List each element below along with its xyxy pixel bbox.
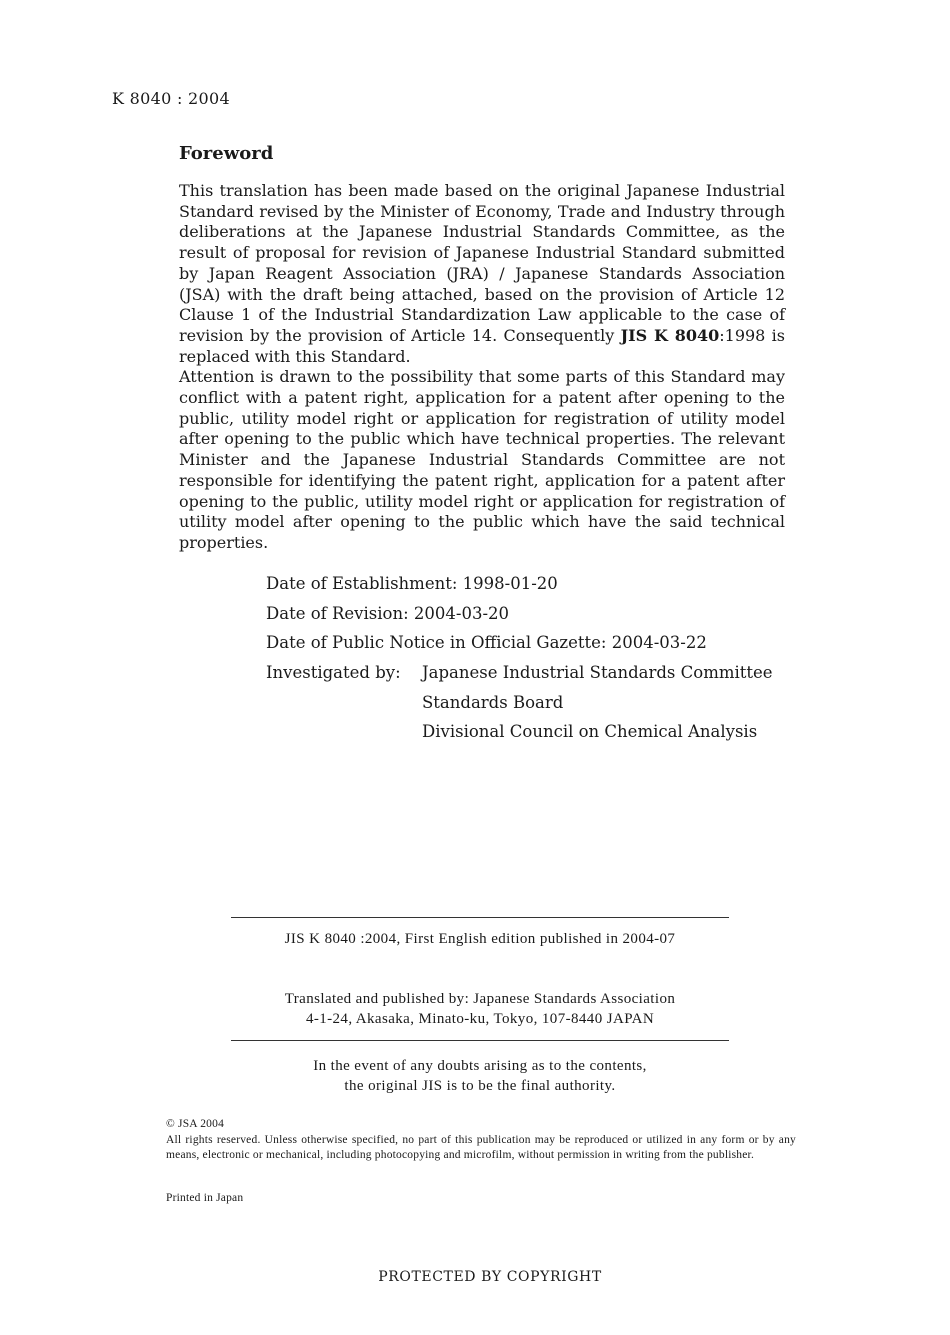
date-revision: Date of Revision: 2004-03-20	[266, 603, 510, 623]
investigated-body: Standards Board	[422, 692, 564, 712]
dates-block	[266, 573, 773, 751]
publisher-name: Translated and published by: Japanese Standards Association	[284, 991, 676, 1007]
date-establishment: Date of Establishment: 1998-01-20	[266, 574, 558, 593]
divider-bottom	[231, 1040, 729, 1041]
foreword-paragraph-2: Attention is drawn to the possibility that some parts of this Standard may conflict with a patent right, application for a patent after opening to the public, utility model right or application for registration of utility model after opening to the public which have technical properties. The relevant Minister and the Japanese Industrial Standards Committee are not responsible for identifying the patent right, application for a patent after opening to the public, utility model right or application for registration of utility model after opening to the public which have the said technical properties.	[179, 367, 785, 552]
foreword-body	[179, 181, 785, 554]
investigated-bodies	[422, 662, 773, 751]
investigated-body: Divisional Council on Chemical Analysis	[422, 722, 758, 742]
authority-line-2: the original JIS is to be the final authority.	[344, 1077, 616, 1094]
authority-notice	[231, 1057, 729, 1096]
foreword-heading: Foreword	[179, 143, 274, 164]
publisher-address: 4-1-24, Akasaka, Minato-ku, Tokyo, 107-8440 JAPAN	[305, 1011, 655, 1027]
protected-footer: PROTECTED BY COPYRIGHT	[378, 1269, 602, 1285]
copyright-block	[166, 1117, 796, 1164]
publisher-block	[221, 989, 739, 1029]
edition-line: JIS K 8040 :2004, First English edition published in 2004-07	[284, 931, 676, 947]
investigated-label: Investigated by:	[266, 663, 401, 683]
foreword-paragraph-1	[179, 181, 785, 367]
rights-statement: All rights reserved. Unless otherwise specified, no part of this publication may be reproduced or utilized in any form or by any means, electronic or mechanical, including photocopying and microfilm, without permission in writing from the publisher.	[166, 1133, 796, 1161]
investigated-body: Japanese Industrial Standards Committee	[422, 663, 773, 683]
date-gazette: Date of Public Notice in Official Gazette: 2004-03-22	[266, 633, 707, 653]
copyright-notice: © JSA 2004	[166, 1118, 225, 1130]
paragraph-1-end: :1998 is replaced with this Standard.	[179, 325, 786, 366]
authority-line-1: In the event of any doubts arising as to the contents,	[313, 1058, 647, 1074]
divider-top	[231, 917, 729, 918]
standard-reference: JIS K 8040	[620, 325, 720, 345]
printed-in: Printed in Japan	[166, 1192, 244, 1204]
paragraph-1-text: This translation has been made based on the original Japanese Industrial Standard revised by the Minister of Economy, Trade and Industry through deliberations at the Japanese Industrial Standards Committee, as the result of proposal for revision of Japanese Industrial Standard submitted by Japan Reagent Association (JRA) / Japanese Standards Association (JSA) with the draft being attached, based on the provision of Article 12 Clause 1 of the Industrial Standardization Law applicable to the case of revision by the provision of Article 14. Consequently	[179, 181, 785, 345]
document-id: K 8040 : 2004	[112, 89, 230, 108]
investigated-by	[266, 662, 773, 751]
